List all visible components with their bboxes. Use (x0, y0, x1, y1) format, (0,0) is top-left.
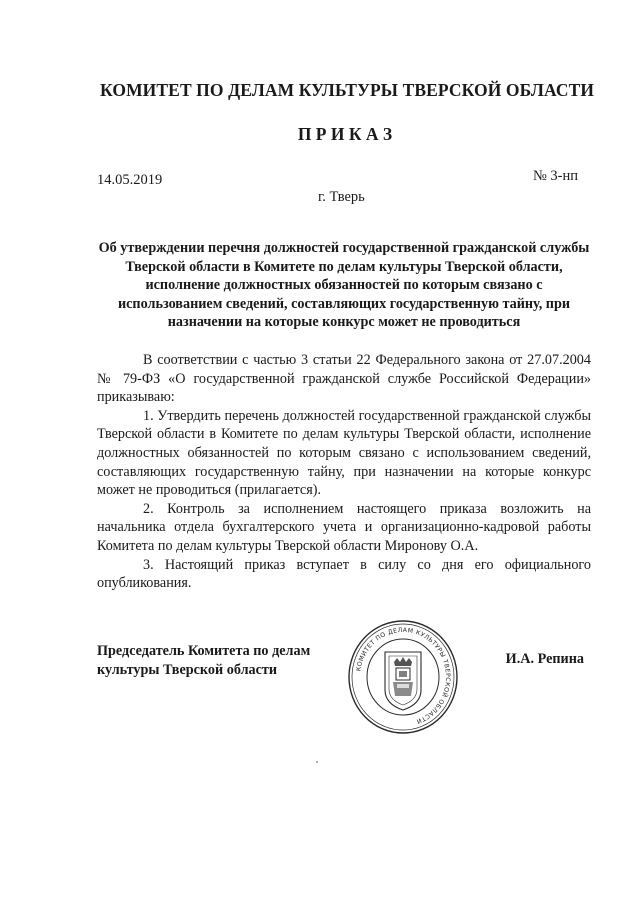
signatory-position: Председатель Комитета по делам культуры Тверской области (97, 643, 311, 678)
document-body (97, 351, 591, 593)
document-date: 14.05.2019 (97, 172, 163, 188)
paragraph-item-1: 1. Утвердить перечень должностей государственной гражданской службы Тверской области в Комитете по делам культуры Тверской области, исполнение должностных обязанностей по которым связано с использованием сведений, составляющих государственную тайну, при назначении на которые конкурс может не проводиться (прилагается). (97, 407, 591, 499)
document-number: № 3-нп (532, 168, 578, 184)
organization-name: КОМИТЕТ ПО ДЕЛАМ КУЛЬТУРЫ ТВЕРСКОЙ ОБЛАСТИ (100, 80, 595, 100)
seal-ring-text: КОМИТЕТ ПО ДЕЛАМ КУЛЬТУРЫ ТВЕРСКОЙ ОБЛАСТИ (355, 626, 452, 725)
seal-graphic (347, 618, 459, 736)
official-seal-icon (347, 618, 459, 736)
paragraph-item-2: 2. Контроль за исполнением настоящего приказа возложить на начальника отдела бухгалтерского учета и организационно-кадровой работы Комитета по делам культуры Тверской области Миронову О.А. (97, 500, 591, 554)
document-title: Об утверждении перечня должностей государственной гражданской службы Тверской области в Комитете по делам культуры Тверской области, исполнение должностных обязанностей по которым связано с использованием сведений, составляющих государственную тайну, при назначении на которые конкурс может не проводиться (98, 240, 590, 330)
paragraph-item-3: 3. Настоящий приказ вступает в силу со дня его официального опубликования. (97, 556, 591, 592)
document-type: П Р И К А З (297, 124, 393, 144)
document-city: г. Тверь (318, 189, 365, 205)
scan-artifact (316, 761, 318, 763)
paragraph-preamble: В соответствии с частью 3 статьи 22 Федерального закона от 27.07.2004 № 79-ФЗ «О государственной гражданской службе Российской Федерации» приказываю: (97, 352, 591, 406)
signatory-name: И.А. Репина (505, 651, 584, 667)
